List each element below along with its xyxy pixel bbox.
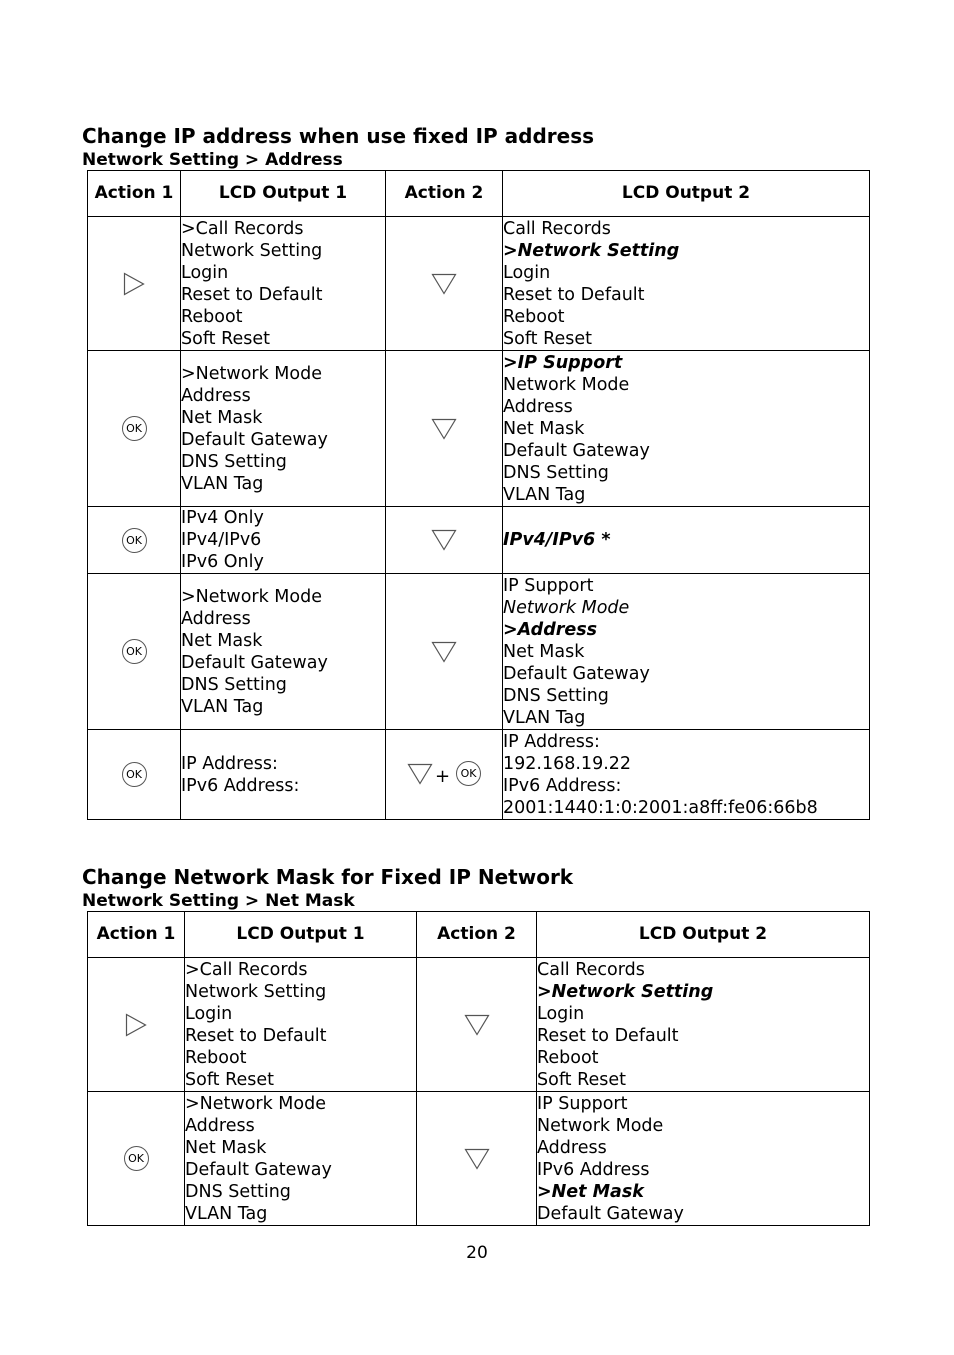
right-triangle-icon bbox=[125, 1013, 147, 1037]
lcd-line: Login bbox=[537, 1003, 585, 1024]
lcd-line: IPv6 Address bbox=[537, 1159, 650, 1180]
lcd-output-2-cell bbox=[503, 351, 870, 507]
lcd-line: Net Mask bbox=[181, 630, 263, 651]
header-action-1: Action 1 bbox=[88, 171, 181, 217]
lcd-line: Default Gateway bbox=[503, 440, 650, 461]
lcd-line: Login bbox=[503, 262, 551, 283]
lcd-line: Soft Reset bbox=[537, 1069, 626, 1090]
lcd-line-selected: >Net Mask bbox=[537, 1181, 644, 1202]
lcd-line: Default Gateway bbox=[185, 1159, 332, 1180]
lcd-line: IPv6 Only bbox=[181, 552, 264, 572]
lcd-line: Default Gateway bbox=[537, 1203, 684, 1224]
lcd-line-selected: >Network Setting bbox=[537, 981, 714, 1002]
lcd-line: IP Support bbox=[503, 575, 594, 596]
table-header-row bbox=[88, 171, 870, 217]
lcd-line: Address bbox=[185, 1115, 255, 1136]
header-action-2: Action 2 bbox=[386, 171, 503, 217]
lcd-output-1-cell bbox=[181, 730, 386, 820]
lcd-output-1-cell bbox=[181, 351, 386, 507]
ok-button-icon: OK bbox=[456, 761, 481, 786]
section2-subtitle: Network Setting > Net Mask bbox=[82, 891, 355, 911]
lcd-line: Soft Reset bbox=[185, 1069, 274, 1090]
header-lcd-output-1: LCD Output 1 bbox=[185, 912, 417, 958]
lcd-line: Default Gateway bbox=[181, 652, 328, 673]
down-triangle-icon bbox=[431, 273, 457, 295]
action-1-cell bbox=[88, 507, 181, 574]
lcd-line-selected: >IP Support bbox=[503, 352, 623, 373]
section2-title: Change Network Mask for Fixed IP Network bbox=[82, 865, 574, 889]
lcd-output-2-cell bbox=[503, 574, 870, 730]
lcd-line: IP Support bbox=[537, 1093, 628, 1114]
header-lcd-output-1: LCD Output 1 bbox=[181, 171, 386, 217]
lcd-output-1-cell bbox=[185, 1092, 417, 1226]
action-1-cell bbox=[88, 351, 181, 507]
net-mask-steps-table bbox=[87, 911, 870, 1226]
lcd-line: Call Records bbox=[537, 959, 645, 980]
table-row bbox=[88, 574, 870, 730]
action-2-cell bbox=[386, 507, 503, 574]
lcd-line: VLAN Tag bbox=[181, 473, 264, 494]
table-row bbox=[88, 217, 870, 351]
lcd-line: Reset to Default bbox=[503, 284, 645, 305]
lcd-line: Login bbox=[185, 1003, 233, 1024]
lcd-line: Network Setting bbox=[185, 981, 327, 1002]
address-steps-table bbox=[87, 170, 870, 820]
lcd-line: Login bbox=[181, 262, 229, 283]
lcd-line: Default Gateway bbox=[503, 663, 650, 684]
ok-button-icon: OK bbox=[124, 1146, 149, 1171]
lcd-line: Soft Reset bbox=[503, 328, 592, 349]
lcd-line: IPv6 Address: bbox=[503, 775, 622, 796]
lcd-line: Network Setting bbox=[181, 240, 323, 261]
lcd-line: Reboot bbox=[181, 306, 243, 327]
action-2-cell bbox=[386, 574, 503, 730]
header-action-1: Action 1 bbox=[88, 912, 185, 958]
lcd-output-1-cell bbox=[185, 958, 417, 1092]
ok-button-icon: OK bbox=[122, 639, 147, 664]
lcd-line: VLAN Tag bbox=[503, 707, 586, 728]
lcd-line: Address bbox=[503, 396, 573, 417]
lcd-line-selected: >Network Setting bbox=[503, 240, 680, 261]
action-1-cell bbox=[88, 958, 185, 1092]
table-header-row bbox=[88, 912, 870, 958]
lcd-output-2-cell bbox=[503, 217, 870, 351]
lcd-line: IPv6 Address: bbox=[181, 775, 300, 796]
lcd-line: VLAN Tag bbox=[503, 484, 586, 505]
lcd-line: >Network Mode bbox=[181, 363, 322, 384]
lcd-line: Address bbox=[181, 608, 251, 629]
lcd-line: Call Records bbox=[503, 218, 611, 239]
action-2-cell bbox=[417, 958, 537, 1092]
lcd-line: Net Mask bbox=[503, 418, 585, 439]
lcd-line: Reboot bbox=[503, 306, 565, 327]
down-triangle-icon bbox=[431, 418, 457, 440]
table-row bbox=[88, 1092, 870, 1226]
lcd-line: Reset to Default bbox=[185, 1025, 327, 1046]
down-triangle-icon bbox=[407, 763, 433, 785]
table-row bbox=[88, 351, 870, 507]
lcd-line: >Network Mode bbox=[185, 1093, 326, 1114]
header-lcd-output-2: LCD Output 2 bbox=[537, 912, 870, 958]
action-2-cell bbox=[386, 730, 503, 820]
action-1-cell bbox=[88, 574, 181, 730]
lcd-line: VLAN Tag bbox=[181, 696, 264, 717]
lcd-line-selected: IPv4/IPv6 * bbox=[503, 530, 611, 550]
lcd-line: IP Address: bbox=[503, 731, 600, 752]
lcd-line: 192.168.19.22 bbox=[503, 753, 632, 774]
lcd-line: Net Mask bbox=[503, 641, 585, 662]
plus-sign: + bbox=[434, 766, 451, 788]
down-triangle-icon bbox=[464, 1014, 490, 1036]
lcd-line: Reboot bbox=[537, 1047, 599, 1068]
lcd-line-selected: >Address bbox=[503, 619, 598, 640]
lcd-line: IPv4/IPv6 bbox=[181, 530, 262, 550]
lcd-line: Network Mode bbox=[503, 374, 630, 395]
lcd-line: Default Gateway bbox=[181, 429, 328, 450]
lcd-line: >Call Records bbox=[185, 959, 308, 980]
lcd-line: Reset to Default bbox=[537, 1025, 679, 1046]
lcd-line: Address bbox=[537, 1137, 607, 1158]
table-row bbox=[88, 507, 870, 574]
lcd-output-2-cell bbox=[537, 958, 870, 1092]
lcd-line: >Network Mode bbox=[181, 586, 322, 607]
lcd-output-1-cell bbox=[181, 574, 386, 730]
lcd-line: >Call Records bbox=[181, 218, 304, 239]
lcd-output-2-cell bbox=[537, 1092, 870, 1226]
lcd-line: Net Mask bbox=[185, 1137, 267, 1158]
section1-subtitle: Network Setting > Address bbox=[82, 150, 343, 170]
down-triangle-icon bbox=[431, 529, 457, 551]
lcd-line: IPv4 Only bbox=[181, 508, 264, 528]
action-2-cell bbox=[417, 1092, 537, 1226]
lcd-line: Address bbox=[181, 385, 251, 406]
lcd-line: DNS Setting bbox=[503, 462, 609, 483]
lcd-line: Net Mask bbox=[181, 407, 263, 428]
right-triangle-icon bbox=[123, 272, 145, 296]
lcd-output-1-cell bbox=[181, 217, 386, 351]
lcd-line: Network Mode bbox=[537, 1115, 664, 1136]
table-row bbox=[88, 958, 870, 1092]
action-2-cell bbox=[386, 351, 503, 507]
lcd-line: 2001:1440:1:0:2001:a8ff:fe06:66b8 bbox=[503, 797, 818, 818]
ok-button-icon: OK bbox=[122, 762, 147, 787]
action-1-cell bbox=[88, 730, 181, 820]
down-plus-ok-combo bbox=[407, 760, 481, 787]
action-1-cell bbox=[88, 217, 181, 351]
down-triangle-icon bbox=[464, 1148, 490, 1170]
table-row bbox=[88, 730, 870, 820]
lcd-line: Network Mode bbox=[503, 597, 630, 618]
lcd-line: DNS Setting bbox=[503, 685, 609, 706]
action-2-cell bbox=[386, 217, 503, 351]
header-lcd-output-2: LCD Output 2 bbox=[503, 171, 870, 217]
lcd-line: DNS Setting bbox=[181, 451, 287, 472]
lcd-line: IP Address: bbox=[181, 753, 278, 774]
header-action-2: Action 2 bbox=[417, 912, 537, 958]
lcd-line: Reboot bbox=[185, 1047, 247, 1068]
ok-button-icon: OK bbox=[122, 528, 147, 553]
ok-button-icon: OK bbox=[122, 416, 147, 441]
lcd-line: DNS Setting bbox=[181, 674, 287, 695]
action-1-cell bbox=[88, 1092, 185, 1226]
lcd-output-2-cell bbox=[503, 507, 870, 574]
page-number: 20 bbox=[466, 1243, 488, 1263]
lcd-line: Reset to Default bbox=[181, 284, 323, 305]
lcd-output-1-cell bbox=[181, 507, 386, 574]
lcd-output-2-cell bbox=[503, 730, 870, 820]
lcd-line: VLAN Tag bbox=[185, 1203, 268, 1224]
section1-title: Change IP address when use fixed IP address bbox=[82, 124, 595, 148]
lcd-line: DNS Setting bbox=[185, 1181, 291, 1202]
down-triangle-icon bbox=[431, 641, 457, 663]
lcd-line: Soft Reset bbox=[181, 328, 270, 349]
